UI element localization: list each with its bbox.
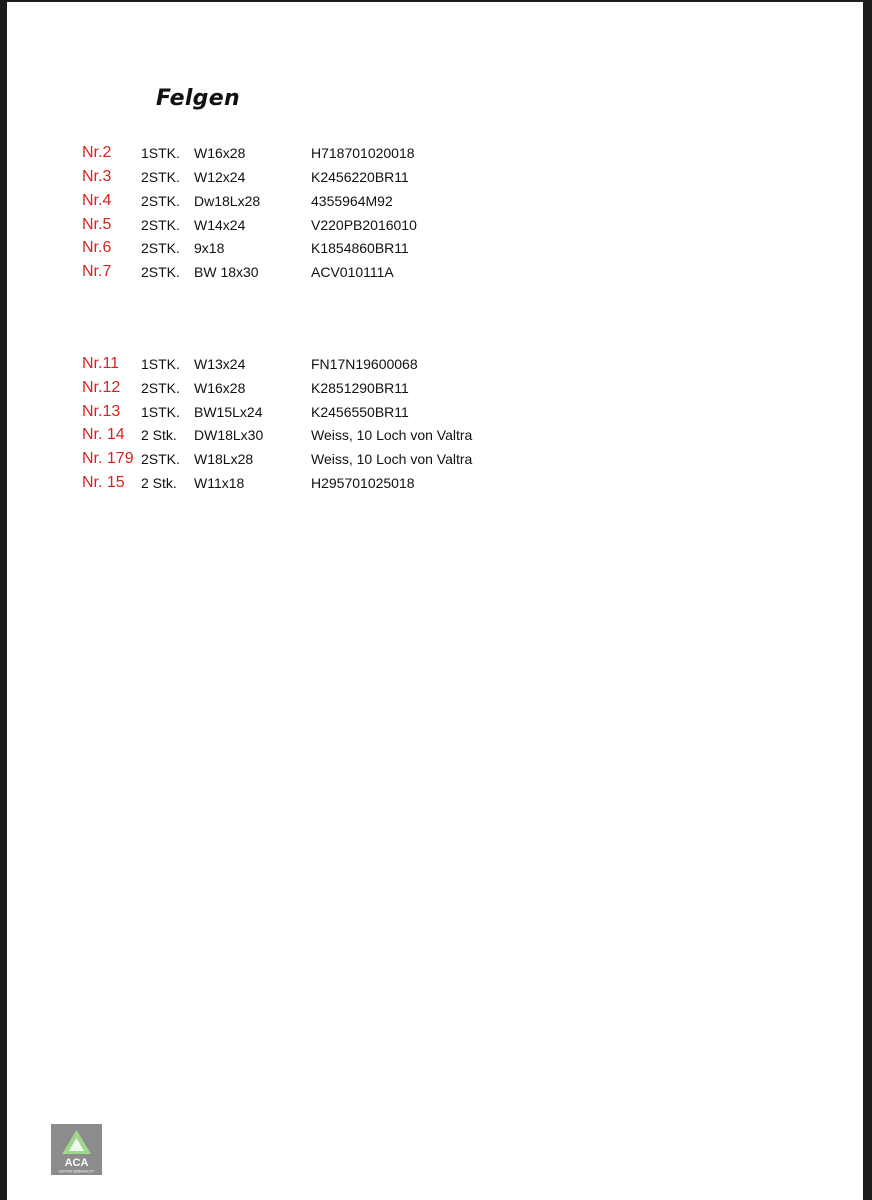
document-page — [7, 2, 863, 1200]
item-part-code: H718701020018 — [311, 145, 415, 161]
list-item — [7, 166, 707, 188]
item-quantity: 1STK. — [141, 145, 180, 161]
item-quantity: 1STK. — [141, 356, 180, 372]
item-number: Nr. 15 — [82, 474, 125, 491]
item-number: Nr. 14 — [82, 426, 125, 443]
item-part-code: 4355964M92 — [311, 193, 393, 209]
item-part-code: K2456550BR11 — [311, 404, 409, 420]
item-quantity: 2STK. — [141, 451, 180, 467]
item-quantity: 2STK. — [141, 217, 180, 233]
page-title: Felgen — [156, 86, 240, 111]
item-number: Nr. 179 — [82, 450, 134, 467]
item-quantity: 2 Stk. — [141, 475, 177, 491]
item-quantity: 2 Stk. — [141, 427, 177, 443]
item-size: W16x28 — [194, 145, 246, 161]
item-part-code: Weiss, 10 Loch von Valtra — [311, 451, 473, 467]
logo-text: ACA — [64, 1157, 89, 1169]
item-number: Nr.2 — [82, 144, 112, 161]
list-item — [7, 214, 707, 236]
item-size: W12x24 — [194, 169, 246, 185]
list-item — [7, 448, 707, 470]
item-quantity: 2STK. — [141, 169, 180, 185]
list-item — [7, 401, 707, 423]
list-item — [7, 190, 707, 212]
item-number: Nr.3 — [82, 168, 112, 185]
list-item — [7, 424, 707, 446]
item-size: W11x18 — [194, 475, 245, 491]
item-size: W14x24 — [194, 217, 246, 233]
item-part-code: FN17N19600068 — [311, 356, 418, 372]
logo-subtext: CENTER BEBRAUCHT — [58, 1169, 95, 1174]
item-number: Nr.11 — [82, 355, 120, 372]
item-quantity: 2STK. — [141, 240, 180, 256]
item-size: W13x24 — [194, 356, 246, 372]
item-size: DW18Lx30 — [194, 427, 264, 443]
logo-graphic — [51, 1124, 102, 1175]
item-number: Nr.7 — [82, 263, 112, 280]
item-number: Nr.6 — [82, 239, 112, 256]
list-item — [7, 472, 707, 494]
item-size: BW 18x30 — [194, 264, 259, 280]
item-quantity: 2STK. — [141, 264, 180, 280]
item-number: Nr.13 — [82, 403, 121, 420]
item-size: 9x18 — [194, 240, 225, 256]
list-item — [7, 237, 707, 259]
item-quantity: 1STK. — [141, 404, 180, 420]
item-number: Nr.12 — [82, 379, 121, 396]
item-size: BW15Lx24 — [194, 404, 263, 420]
item-part-code: H295701025018 — [311, 475, 415, 491]
list-item — [7, 261, 707, 283]
item-part-code: K2456220BR11 — [311, 169, 409, 185]
item-quantity: 2STK. — [141, 193, 180, 209]
item-part-code: Weiss, 10 Loch von Valtra — [311, 427, 473, 443]
list-item — [7, 377, 707, 399]
item-size: Dw18Lx28 — [194, 193, 261, 209]
list-item — [7, 353, 707, 375]
item-size: W16x28 — [194, 380, 246, 396]
item-quantity: 2STK. — [141, 380, 180, 396]
company-logo — [51, 1124, 102, 1175]
item-number: Nr.4 — [82, 192, 112, 209]
item-part-code: ACV010111A — [311, 264, 394, 280]
item-part-code: K1854860BR11 — [311, 240, 409, 256]
item-number: Nr.5 — [82, 216, 112, 233]
item-part-code: K2851290BR11 — [311, 380, 409, 396]
item-part-code: V220PB2016010 — [311, 217, 417, 233]
item-size: W18Lx28 — [194, 451, 254, 467]
list-item — [7, 142, 707, 164]
